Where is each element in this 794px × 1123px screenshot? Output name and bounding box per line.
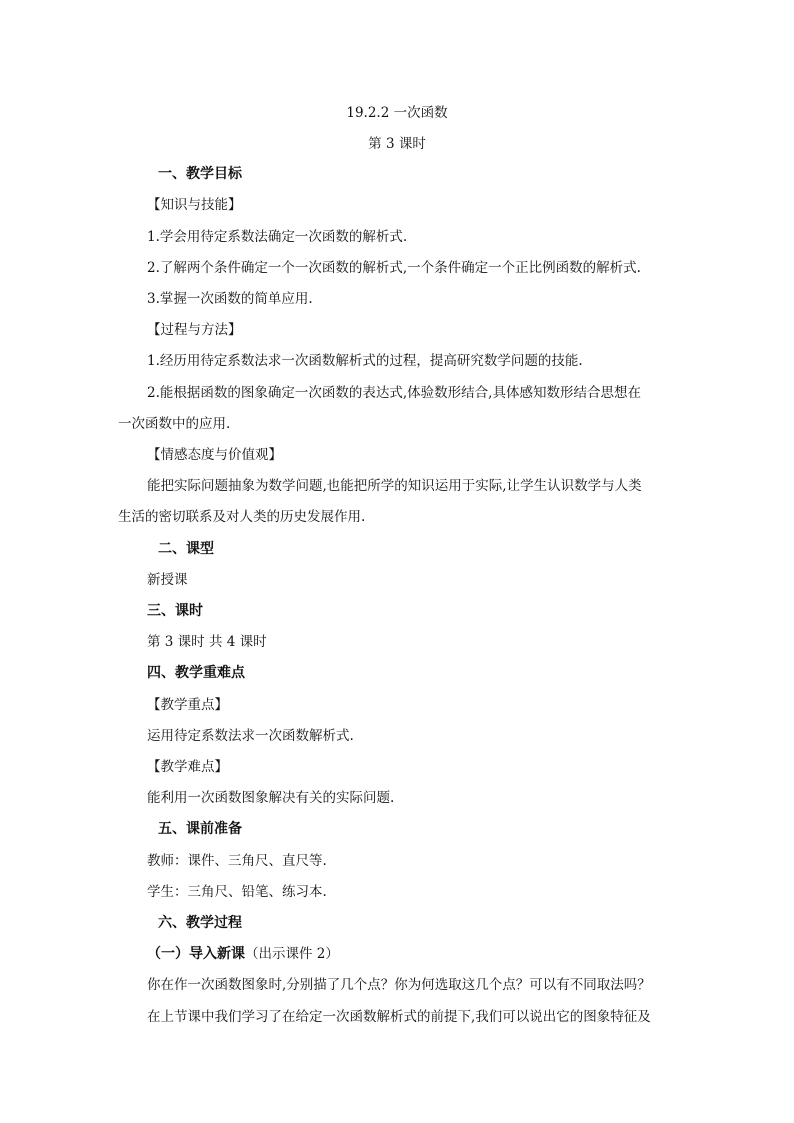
section-heading-key-points: 四、教学重难点	[147, 665, 245, 681]
teacher-preparation: 教师：课件、三角尺、直尺等.	[147, 853, 327, 869]
section-heading-objectives: 一、教学目标	[158, 166, 242, 182]
section-heading-process: 六、教学过程	[158, 915, 242, 931]
subsection-intro-title: （一）导入新课	[147, 946, 245, 962]
process-item-1: 1.经历用待定系数法求一次函数解析式的过程，提高研究数学问题的技能.	[147, 353, 583, 369]
lesson-title: 19.2.2 一次函数	[346, 105, 448, 121]
student-preparation: 学生：三角尺、铅笔、练习本.	[147, 884, 327, 900]
knowledge-item-2: 2.了解两个条件确定一个一次函数的解析式,一个条件确定一个正比例函数的解析式.	[147, 260, 641, 276]
section-heading-periods: 三、课时	[147, 603, 203, 619]
process-heading: 【过程与方法】	[147, 322, 242, 338]
periods-body: 第 3 课时 共 4 课时	[147, 634, 267, 650]
key-point-heading: 【教学重点】	[147, 697, 228, 713]
difficulty-heading: 【教学难点】	[147, 759, 228, 775]
knowledge-heading: 【知识与技能】	[147, 197, 242, 213]
process-item-2-line-1: 2.能根据函数的图象确定一次函数的表达式,体验数形结合,具体感知数形结合思想在	[147, 385, 641, 401]
type-body: 新授课	[147, 572, 188, 588]
section-heading-preparation: 五、课前准备	[158, 821, 242, 837]
emotion-heading: 【情感态度与价值观】	[147, 447, 282, 463]
subsection-intro	[147, 945, 339, 963]
process-item-2-line-2: 一次函数中的应用.	[118, 416, 231, 432]
lesson-subtitle: 第 3 课时	[368, 136, 426, 152]
emotion-body-line-1: 能把实际问题抽象为数学问题,也能把所学的知识运用于实际,让学生认识数学与人类	[147, 478, 642, 494]
knowledge-item-1: 1.学会用待定系数法确定一次函数的解析式.	[147, 229, 408, 245]
difficulty-body: 能利用一次函数图象解决有关的实际问题.	[147, 790, 395, 806]
intro-question-1: 你在作一次函数图象时,分别描了几个点？你为何选取这几个点？可以有不同取法吗？	[147, 977, 651, 993]
knowledge-item-3: 3.掌握一次函数的简单应用.	[147, 291, 313, 307]
subsection-intro-note: （出示课件 2）	[245, 946, 339, 962]
key-point-body: 运用待定系数法求一次函数解析式.	[147, 728, 354, 744]
section-heading-type: 二、课型	[158, 541, 214, 557]
emotion-body-line-2: 生活的密切联系及对人类的历史发展作用.	[118, 509, 366, 525]
intro-paragraph-2: 在上节课中我们学习了在给定一次函数解析式的前提下,我们可以说出它的图象特征及	[147, 1009, 651, 1025]
